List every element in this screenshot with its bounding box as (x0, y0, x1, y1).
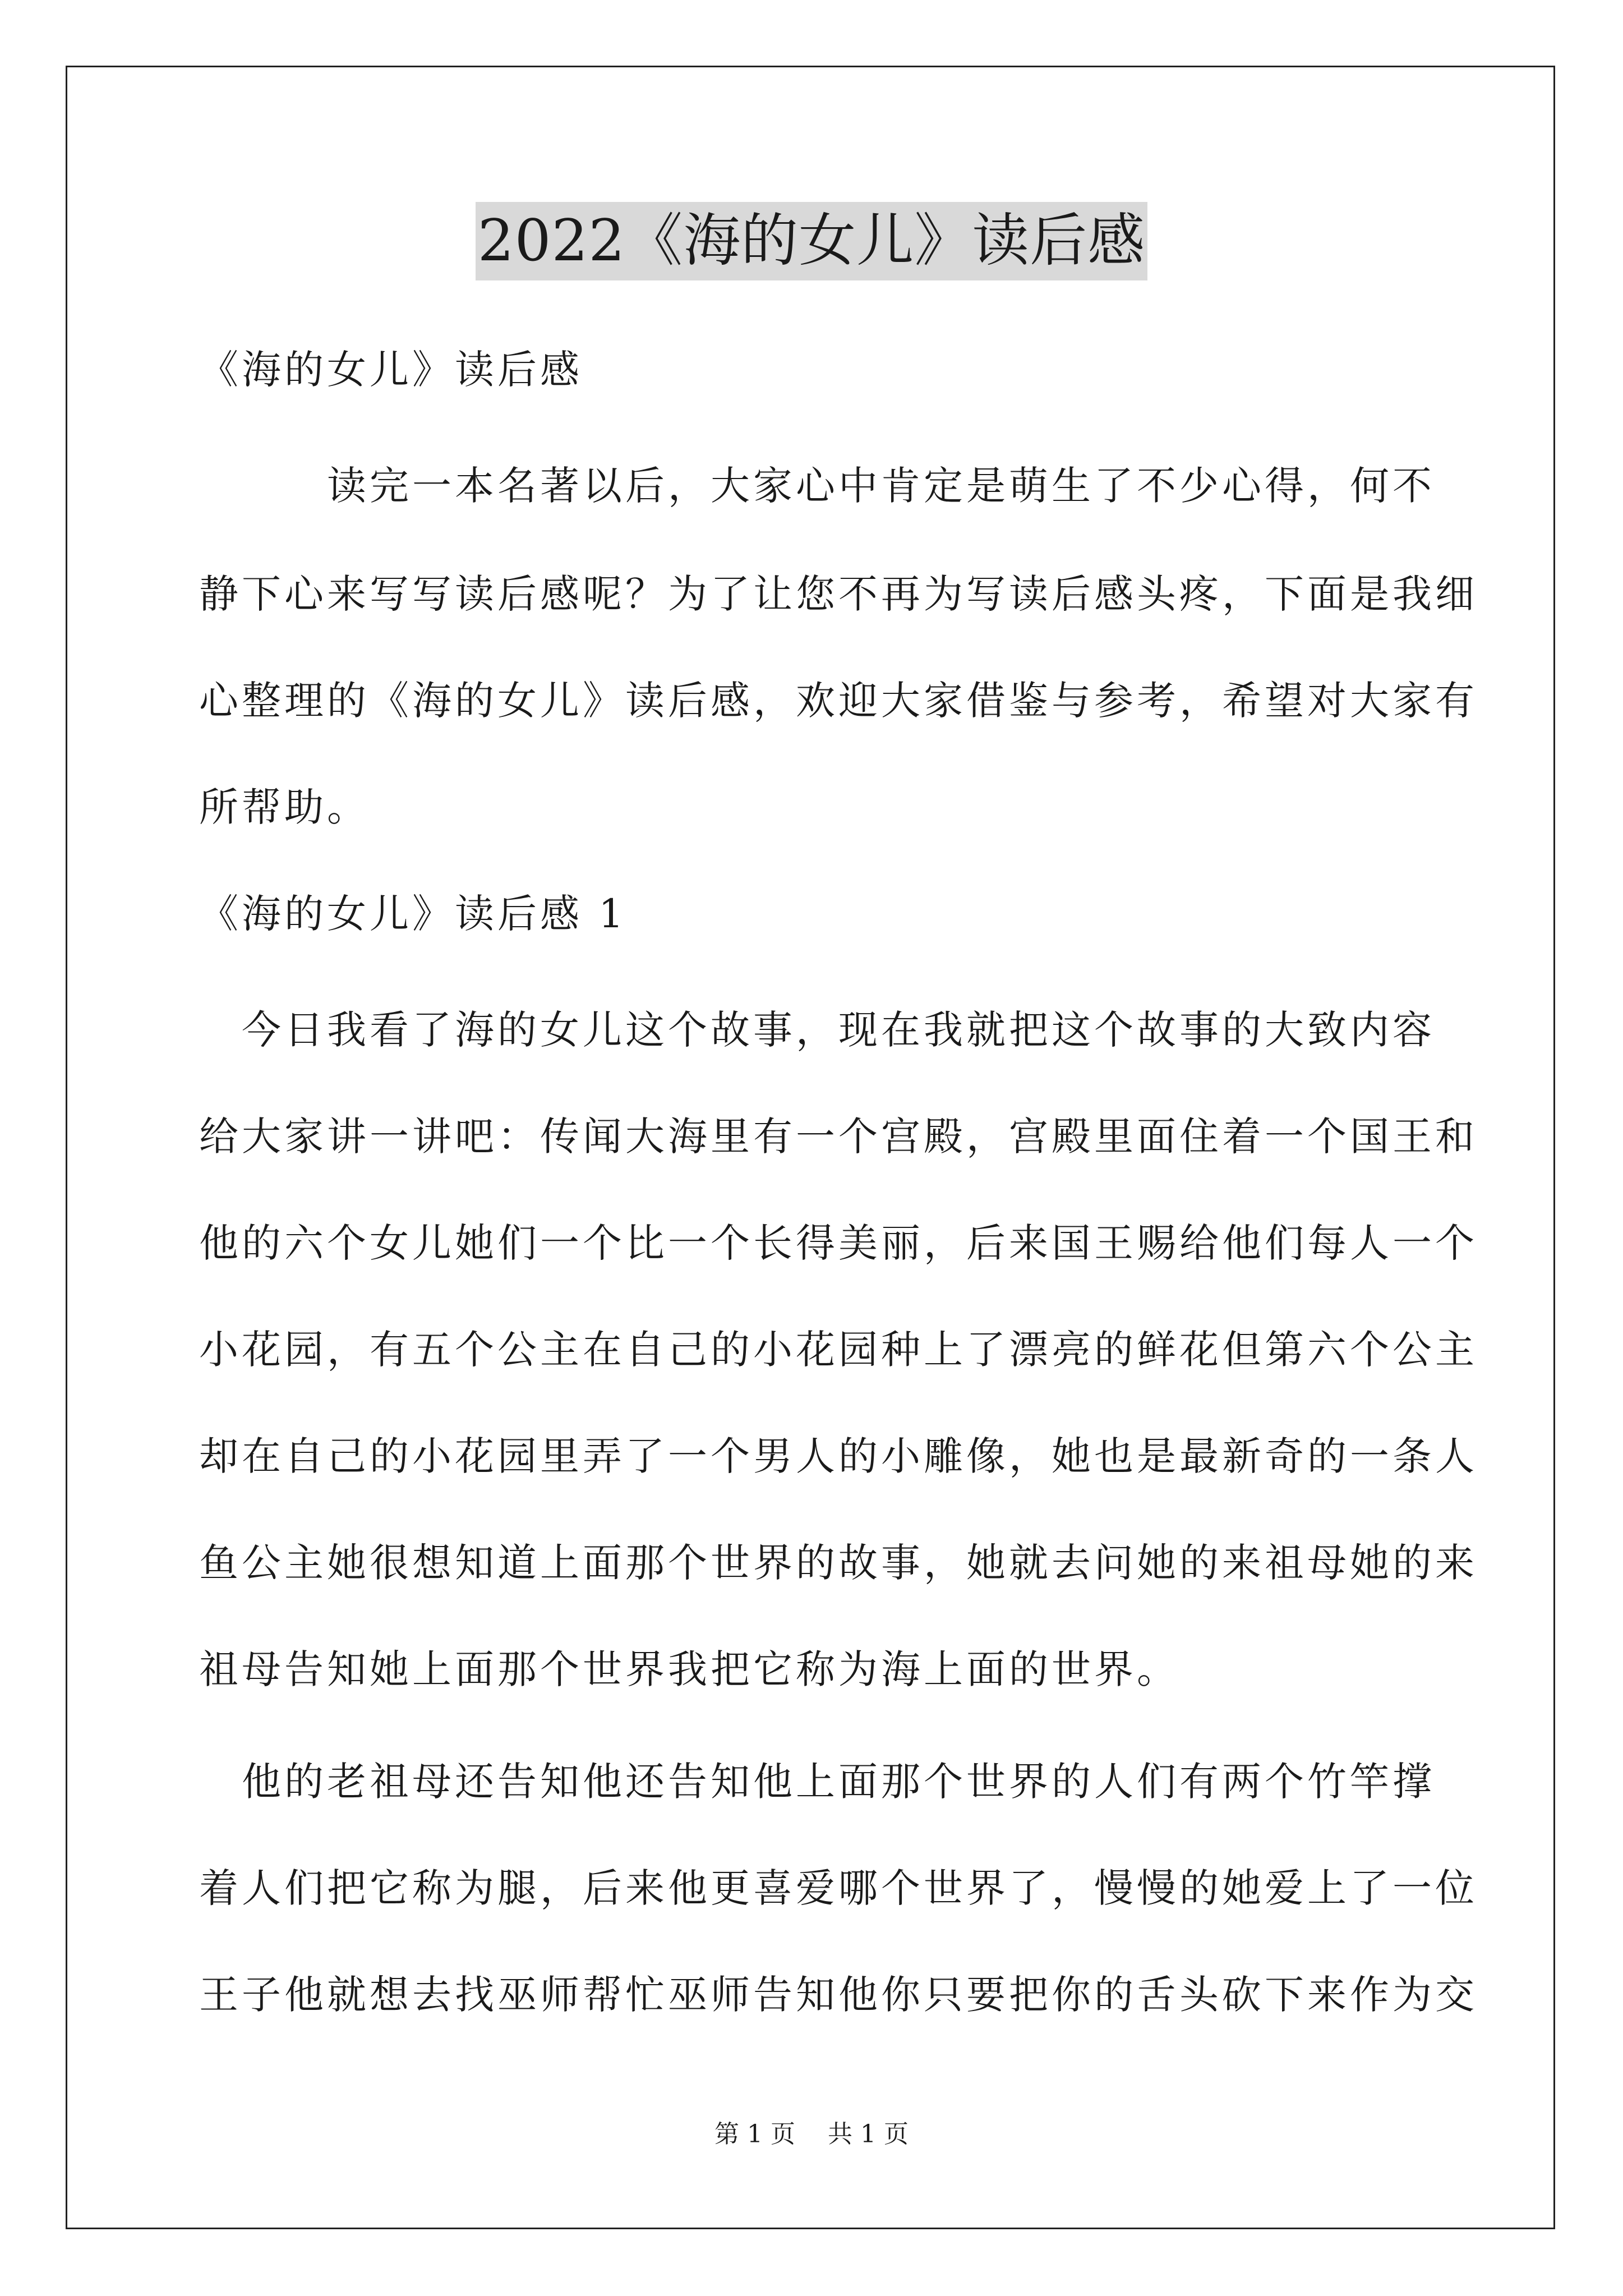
paragraph-line: 给大家讲一讲吧：传闻大海里有一个宫殿，宫殿里面住着一个国王和 (199, 1114, 1478, 1159)
paragraph-line: 所帮助。 (199, 784, 370, 830)
paragraph-line: 今日我看了海的女儿这个故事，现在我就把这个故事的大致内容 (199, 1007, 1435, 1053)
paragraph-line: 心整理的《海的女儿》读后感，欢迎大家借鉴与参考，希望对大家有 (199, 678, 1478, 724)
title-container (0, 202, 1623, 280)
section-heading: 《海的女儿》读后感 (199, 347, 583, 393)
paragraph-line: 却在自己的小花园里弄了一个男人的小雕像，她也是最新奇的一条人 (199, 1433, 1478, 1479)
paragraph-line: 静下心来写写读后感呢？为了让您不再为写读后感头疼，下面是我细 (199, 571, 1478, 617)
paragraph-line: 着人们把它称为腿，后来他更喜爱哪个世界了，慢慢的她爱上了一位 (199, 1865, 1478, 1911)
page-footer: 第 1 页 共 1 页 (714, 2120, 909, 2148)
paragraph-line: 读完一本名著以后，大家心中肯定是萌生了不少心得，何不 (199, 463, 1435, 509)
document-title: 2022《海的女儿》读后感 (476, 202, 1148, 280)
paragraph-line: 鱼公主她很想知道上面那个世界的故事，她就去问她的来祖母她的来 (199, 1540, 1478, 1586)
paragraph-line: 小花园，有五个公主在自己的小花园种上了漂亮的鲜花但第六个公主 (199, 1327, 1478, 1373)
section-heading: 《海的女儿》读后感 1 (199, 891, 627, 937)
paragraph-line: 祖母告知她上面那个世界我把它称为海上面的世界。 (199, 1646, 1179, 1692)
paragraph-line: 他的老祖母还告知他还告知他上面那个世界的人们有两个竹竿撑 (199, 1759, 1435, 1805)
paragraph-line: 他的六个女儿她们一个比一个长得美丽，后来国王赐给他们每人一个 (199, 1220, 1478, 1266)
paragraph-line: 王子他就想去找巫师帮忙巫师告知他你只要把你的舌头砍下来作为交 (199, 1972, 1478, 2018)
